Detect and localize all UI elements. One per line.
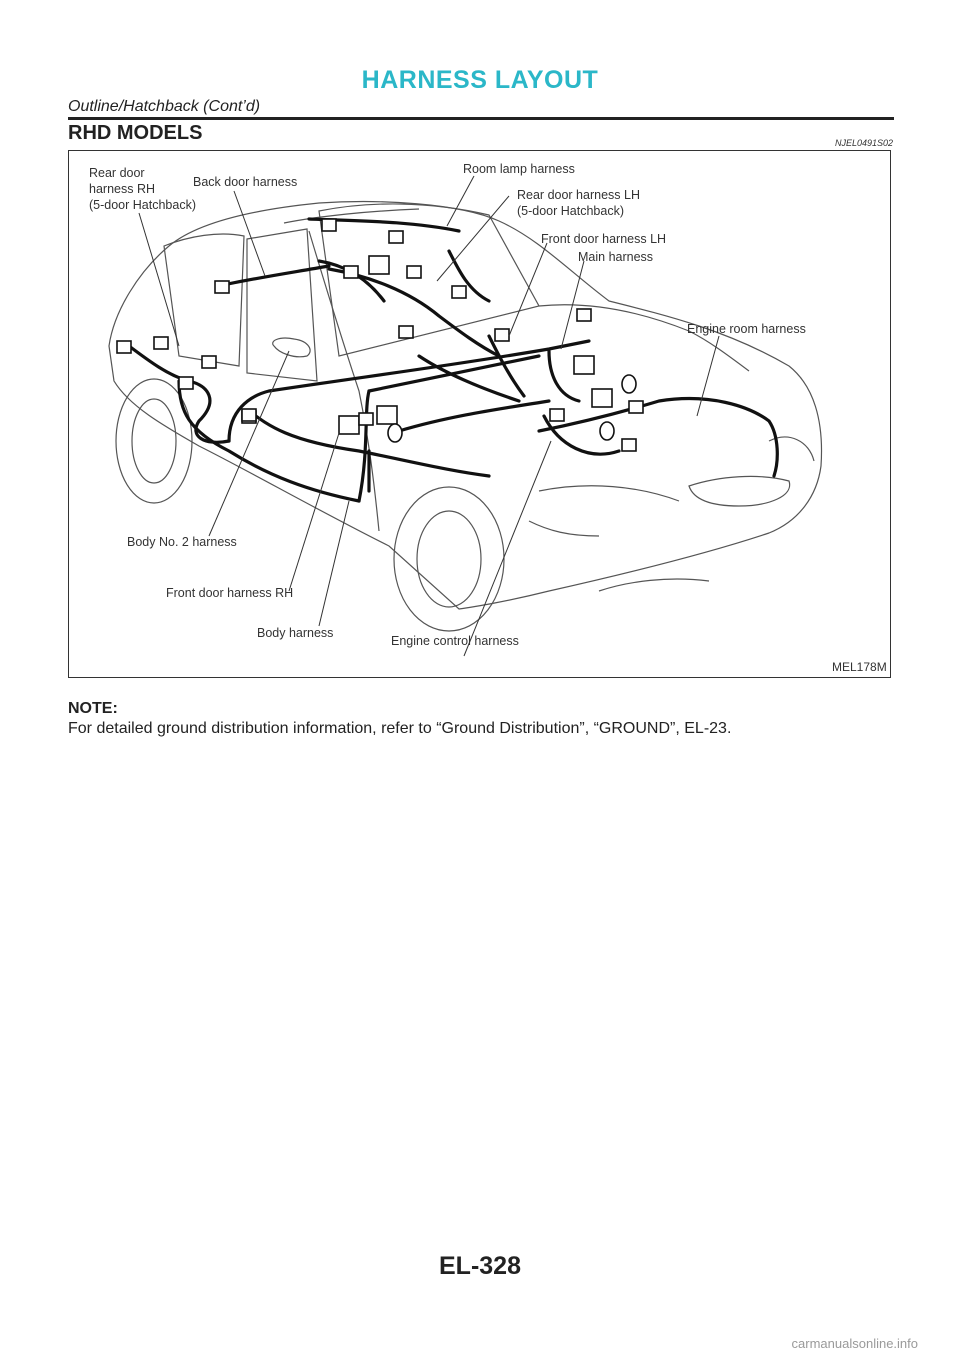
harness-layout-figure <box>68 150 891 678</box>
label-main-harness: Main harness <box>578 250 654 264</box>
connector <box>202 356 216 368</box>
connector <box>622 375 636 393</box>
car-harness-diagram <box>69 151 892 679</box>
connector <box>550 409 564 421</box>
label-rear-door-rh-3: (5-door Hatchback) <box>89 198 196 212</box>
connector <box>452 286 466 298</box>
figure-code: MEL178M <box>832 660 887 674</box>
connector <box>388 424 402 442</box>
connector <box>339 416 359 434</box>
connector <box>574 356 594 374</box>
connector <box>600 422 614 440</box>
label-front-door-lh-harness: Front door harness LH <box>541 232 667 246</box>
label-rear-door-rh-1: Rear door <box>89 166 145 180</box>
connector <box>117 341 131 353</box>
note-title: NOTE: <box>68 700 118 717</box>
connector <box>399 326 413 338</box>
label-body-no2-harness: Body No. 2 harness <box>127 535 237 549</box>
connector <box>577 309 591 321</box>
connector <box>154 337 168 349</box>
connector <box>344 266 358 278</box>
connector <box>322 219 336 231</box>
label-engine-control-harness: Engine control harness <box>391 634 519 648</box>
header-divider <box>68 117 894 120</box>
note-text: For detailed ground distribution information, refer to “Ground Distribution”, “GROUND”, EL-23. <box>68 720 732 737</box>
page-title: HARNESS LAYOUT <box>361 66 599 94</box>
section-title: RHD MODELS <box>68 122 203 144</box>
label-rear-door-lh-1: Rear door harness LH <box>517 188 640 202</box>
watermark: carmanualsonline.info <box>791 1336 918 1351</box>
connector <box>495 329 509 341</box>
leader-lines <box>139 176 719 656</box>
connector <box>622 439 636 451</box>
connector <box>369 256 389 274</box>
connector <box>407 266 421 278</box>
label-engine-room-harness: Engine room harness <box>687 322 806 336</box>
page-subtitle: Outline/Hatchback (Cont’d) <box>68 98 261 115</box>
connector <box>242 409 256 421</box>
connector <box>629 401 643 413</box>
connector <box>359 413 373 425</box>
harness-connectors <box>117 219 643 451</box>
label-room-lamp-harness: Room lamp harness <box>463 162 575 176</box>
section-code: NJEL0491S02 <box>834 138 893 148</box>
label-rear-door-lh-2: (5-door Hatchback) <box>517 204 624 218</box>
connector <box>377 406 397 424</box>
page-number: EL-328 <box>439 1252 521 1280</box>
label-front-door-rh-harness: Front door harness RH <box>166 586 294 600</box>
label-body-harness: Body harness <box>257 626 334 640</box>
label-rear-door-rh-2: harness RH <box>89 182 155 196</box>
connector <box>179 377 193 389</box>
connector <box>389 231 403 243</box>
connector <box>215 281 229 293</box>
connector <box>592 389 612 407</box>
label-back-door-harness: Back door harness <box>193 175 298 189</box>
